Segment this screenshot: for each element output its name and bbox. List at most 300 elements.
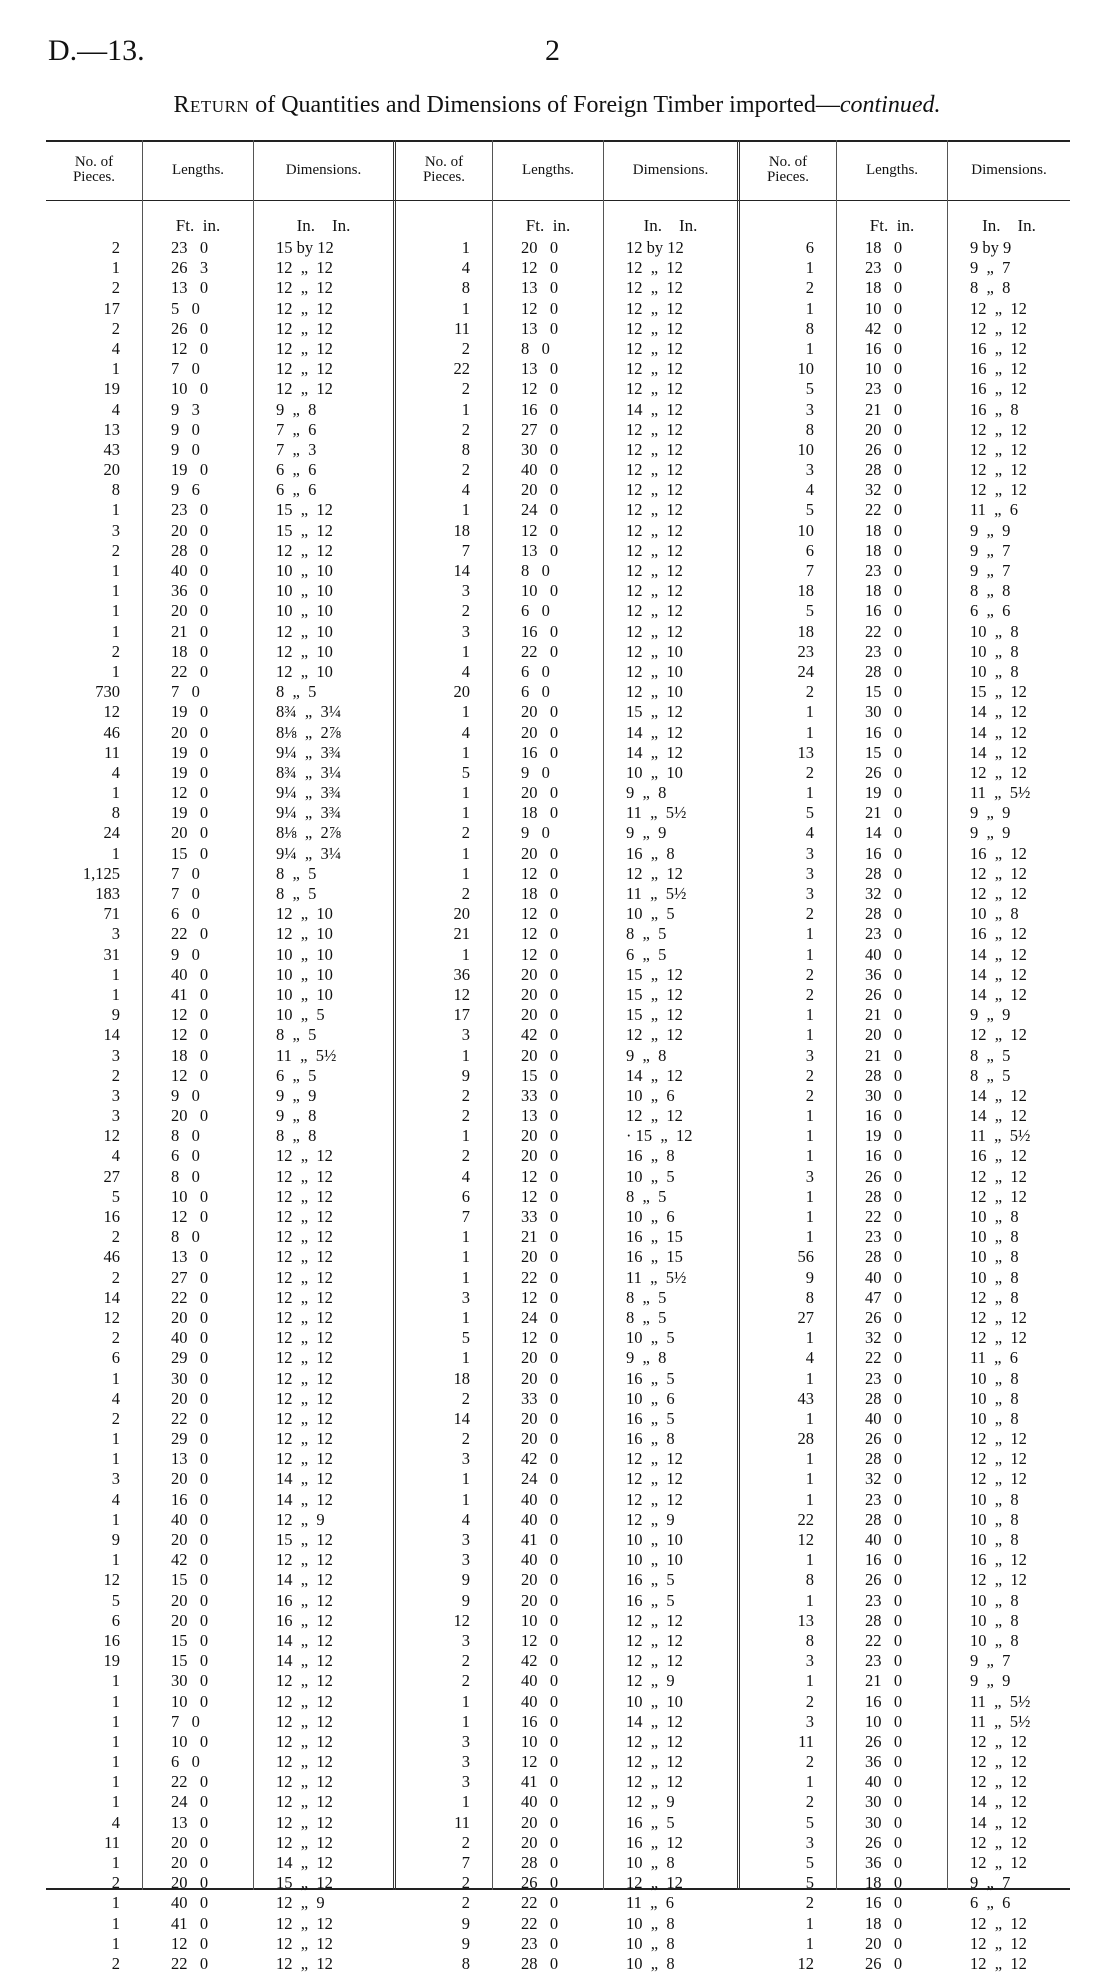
lengths-cell: 26 0: [865, 1832, 903, 1852]
dimensions-cell: 12 „ 12: [276, 1388, 333, 1408]
dimensions-cell: 11 „ 5½: [970, 1126, 1031, 1146]
dimensions-cell: 6 „ 6: [970, 1893, 1011, 1913]
pieces-cell: 2: [461, 379, 470, 399]
pieces-cell: 1: [111, 561, 120, 580]
pieces-cell: 9: [461, 1065, 470, 1085]
pieces-header: No. of Pieces.: [422, 154, 466, 185]
lengths-cell: 6 0: [521, 682, 550, 702]
pieces-cell: 9: [461, 1590, 470, 1610]
dimensions-cell: 6 „ 6: [970, 601, 1011, 621]
lengths-cell: 32 0: [865, 884, 903, 903]
lengths-unit: Ft. in.: [869, 216, 915, 235]
pieces-cell: 1: [111, 984, 120, 1004]
dimensions-cell: 10 „ 8: [970, 1489, 1019, 1509]
lengths-cell: 19 0: [171, 702, 209, 722]
dimensions-cell: 9 „ 7: [970, 258, 1011, 278]
pieces-cell: 8: [805, 1630, 814, 1650]
lengths-cell: 20 0: [521, 702, 559, 722]
dimensions-cell: 12 „ 12: [626, 338, 683, 358]
pieces-cell: 1: [111, 1429, 120, 1449]
title-main: of Quantities and Dimensions of Foreign Timber imported—: [249, 92, 840, 118]
dimensions-cell: 10 „ 8: [970, 1590, 1019, 1610]
lengths-values: [493, 238, 603, 1974]
lengths-cell: 30 0: [865, 1792, 903, 1812]
dimensions-cell: 12 „ 12: [970, 439, 1027, 459]
lengths-cell: 40 0: [865, 1408, 903, 1428]
lengths-cell: 15 0: [171, 1570, 209, 1590]
lengths-cell: 40 0: [865, 1530, 903, 1549]
pieces-cell: 2: [805, 1893, 814, 1913]
lengths-cell: 41 0: [521, 1530, 559, 1549]
lengths-cell: 23 0: [865, 1227, 903, 1247]
dimensions-cell: 11 „ 5½: [970, 1691, 1031, 1711]
lengths-cell: 36 0: [865, 1752, 903, 1772]
dimensions-header: Dimensions.: [971, 161, 1047, 178]
pieces-cell: 8: [805, 419, 814, 439]
lengths-cell: 36 0: [865, 964, 903, 984]
pieces-cell: 9: [461, 1913, 470, 1933]
lengths-cell: 41 0: [171, 984, 209, 1004]
pieces-cell: 1: [805, 1772, 814, 1792]
page-number: 2: [545, 34, 560, 67]
lengths-cell: 20 0: [171, 722, 209, 742]
pieces-cell: 3: [805, 1166, 814, 1186]
lengths-cell: 12 0: [171, 1025, 209, 1045]
dimensions-cell: 14 „ 12: [626, 399, 683, 419]
pieces-cell: 18: [453, 1368, 470, 1388]
pieces-cell: 9: [805, 1267, 814, 1287]
lengths-cell: 27 0: [521, 419, 559, 439]
dimensions-cell: 12 „ 10: [626, 682, 683, 702]
lengths-cell: 42 0: [171, 1550, 209, 1570]
dimensions-cell: 14 „ 12: [276, 1570, 333, 1590]
pieces-cell: 2: [111, 1065, 120, 1085]
dimensions-cell: 12 „ 12: [626, 1873, 683, 1893]
dimensions-cell: 10 „ 6: [626, 1085, 675, 1105]
lengths-cell: 13 0: [171, 1812, 209, 1832]
dimensions-cell: 12 „ 12: [276, 1207, 333, 1226]
pieces-cell: 12: [797, 1530, 814, 1549]
lengths-cell: 8 0: [171, 1126, 200, 1146]
pieces-cell: 1: [805, 1146, 814, 1166]
lengths-cell: 18 0: [521, 884, 559, 903]
pieces-cell: 1: [805, 722, 814, 742]
pieces-cell: 10: [797, 520, 814, 540]
dimensions-cell: 15 „ 12: [276, 1530, 333, 1549]
pieces-cell: 10: [797, 359, 814, 379]
dimensions-cell: 9 „ 9: [970, 520, 1011, 540]
pieces-cell: 1: [461, 1691, 470, 1711]
lengths-cell: 21 0: [521, 1227, 559, 1247]
dimensions-cell: 15 „ 12: [970, 682, 1027, 702]
lengths-cell: 15 0: [521, 1065, 559, 1085]
dimensions-cell: 12 „ 12: [276, 1812, 333, 1832]
pieces-cell: 12: [103, 1307, 120, 1327]
pieces-cell: 27: [797, 1307, 814, 1327]
lengths-cell: 28 0: [865, 1065, 903, 1085]
dimensions-cell: 9 „ 8: [626, 1045, 667, 1065]
dimensions-cell: 12 „ 12: [626, 500, 683, 520]
pieces-cell: 2: [111, 318, 120, 338]
lengths-cell: 20 0: [521, 1005, 559, 1025]
lengths-cell: 22 0: [865, 500, 903, 520]
lengths-cell: 16 0: [865, 843, 903, 863]
pieces-cell: 4: [805, 823, 814, 843]
pieces-cell: 3: [461, 1025, 470, 1045]
lengths-cell: 9 0: [171, 419, 200, 439]
lengths-cell: 20 0: [521, 843, 559, 863]
dimensions-cell: 12 „ 12: [276, 1186, 333, 1206]
pieces-cell: 8: [111, 480, 120, 500]
dimensions-cell: 10 „ 10: [276, 561, 333, 580]
pieces-cell: 20: [453, 682, 470, 702]
lengths-cell: 18 0: [865, 278, 903, 298]
pieces-cell: 3: [461, 1449, 470, 1469]
dimensions-cell: 12 „ 12: [970, 1570, 1027, 1590]
lengths-cell: 26 3: [171, 258, 209, 278]
page-title: [0, 92, 1114, 119]
lengths-cell: 15 0: [865, 742, 903, 762]
pieces-cell: 2: [805, 964, 814, 984]
dimensions-cell: 10 „ 8: [970, 1227, 1019, 1247]
dimensions-cell: 10 „ 8: [970, 1408, 1019, 1428]
lengths-cell: 29 0: [171, 1429, 209, 1449]
pieces-cell: 12: [103, 1570, 120, 1590]
dimensions-cell: 12 „ 12: [970, 884, 1027, 903]
lengths-cell: 15 0: [171, 1651, 209, 1671]
lengths-cell: 24 0: [521, 500, 559, 520]
dimensions-cell: 12 „ 12: [626, 258, 683, 278]
lengths-cell: 15 0: [171, 843, 209, 863]
lengths-cell: 6 0: [521, 601, 550, 621]
pieces-cell: 1: [111, 1853, 120, 1872]
lengths-cell: 20 0: [171, 1530, 209, 1549]
lengths-values: [143, 238, 253, 1974]
dimensions-cell: 10 „ 8: [970, 1530, 1019, 1549]
lengths-cell: 28 0: [865, 460, 903, 480]
dimensions-cell: 7 „ 6: [276, 419, 317, 439]
lengths-cell: 13 0: [171, 278, 209, 298]
pieces-cell: 2: [111, 641, 120, 661]
lengths-cell: 23 0: [865, 1651, 903, 1671]
pieces-cell: 22: [797, 1509, 814, 1529]
lengths-cell: 9 0: [171, 439, 200, 459]
lengths-cell: 22 0: [865, 1630, 903, 1650]
pieces-cell: 2: [111, 1227, 120, 1247]
lengths-cell: 40 0: [865, 1267, 903, 1287]
lengths-cell: 36 0: [171, 581, 209, 601]
pieces-cell: 2: [111, 1328, 120, 1348]
dimensions-cell: 9 „ 7: [970, 540, 1011, 560]
dimensions-cell: 8¾ „ 3¼: [276, 762, 342, 782]
lengths-cell: 22 0: [865, 1348, 903, 1368]
lengths-cell: 13 0: [521, 1106, 559, 1126]
pieces-cell: 12: [103, 1126, 120, 1146]
lengths-cell: 30 0: [521, 439, 559, 459]
pieces-cell: 2: [461, 1146, 470, 1166]
lengths-cell: 7 0: [171, 1711, 200, 1731]
lengths-cell: 20 0: [521, 1126, 559, 1146]
pieces-column: [740, 140, 837, 1973]
pieces-cell: 1: [111, 1671, 120, 1691]
dimensions-header: Dimensions.: [285, 161, 362, 178]
pieces-cell: 9: [461, 1933, 470, 1953]
pieces-cell: 8: [461, 439, 470, 459]
pieces-cell: 3: [461, 1731, 470, 1751]
dimensions-cell: 8 „ 5: [970, 1065, 1011, 1085]
lengths-cell: 20 0: [865, 1933, 903, 1953]
pieces-cell: 17: [103, 298, 120, 318]
dimensions-cell: 15 „ 12: [276, 500, 333, 520]
lengths-cell: 20 0: [521, 964, 559, 984]
dimensions-column: [604, 140, 737, 1973]
pieces-cell: 43: [103, 439, 120, 459]
pieces-cell: 1: [805, 298, 814, 318]
lengths-cell: 12 0: [521, 258, 559, 278]
dimensions-cell: 10 „ 6: [626, 1207, 675, 1226]
dimensions-cell: 12 „ 12: [626, 318, 683, 338]
dimensions-cell: 11 „ 5½: [970, 783, 1031, 803]
dimensions-cell: 15 „ 12: [626, 984, 683, 1004]
dimensions-header: Dimensions.: [632, 161, 709, 178]
dimensions-cell: 8 „ 5: [276, 682, 317, 702]
pieces-cell: 6: [805, 238, 814, 257]
lengths-cell: 26 0: [865, 1429, 903, 1449]
pieces-cell: 1: [461, 1247, 470, 1267]
lengths-cell: 18 0: [171, 1045, 209, 1065]
lengths-cell: 12 0: [521, 944, 559, 964]
pieces-cell: 4: [111, 399, 120, 419]
dimensions-cell: 16 „ 5: [626, 1570, 675, 1590]
lengths-cell: 22 0: [171, 1287, 209, 1307]
dimensions-cell: 12 „ 9: [276, 1893, 325, 1913]
lengths-cell: 20 0: [171, 601, 209, 621]
lengths-values: [837, 238, 947, 1974]
dimensions-cell: 11 „ 6: [970, 500, 1018, 520]
dimensions-cell: 12 „ 12: [626, 1025, 683, 1045]
lengths-cell: 23 0: [865, 1368, 903, 1388]
dimensions-cell: 16 „ 12: [970, 379, 1027, 399]
dimensions-cell: 12 „ 12: [626, 278, 683, 298]
dimensions-cell: 12 „ 12: [626, 298, 683, 318]
pieces-cell: 1: [111, 1731, 120, 1751]
lengths-cell: 20 0: [171, 823, 209, 843]
pieces-cell: 4: [805, 480, 814, 500]
pieces-cell: 1: [461, 863, 470, 883]
pieces-cell: 1: [805, 1328, 814, 1348]
dimensions-cell: 12 „ 12: [970, 1025, 1027, 1045]
pieces-cell: 2: [805, 1085, 814, 1105]
lengths-cell: 28 0: [865, 1449, 903, 1469]
dimensions-cell: 9 „ 8: [626, 1348, 667, 1368]
pieces-cell: 2: [461, 419, 470, 439]
lengths-cell: 7 0: [171, 682, 200, 702]
dimensions-cell: 10 „ 8: [626, 1953, 675, 1973]
dimensions-cell: 12 „ 9: [276, 1509, 325, 1529]
lengths-cell: 24 0: [521, 1307, 559, 1327]
dimensions-cell: 11 „ 5½: [626, 803, 687, 823]
lengths-cell: 13 0: [171, 1449, 209, 1469]
dimensions-cell: 12 „ 12: [970, 1933, 1027, 1953]
pieces-cell: 1: [805, 1590, 814, 1610]
dimensions-cell: 9 „ 9: [970, 803, 1011, 823]
lengths-cell: 18 0: [865, 581, 903, 601]
dimensions-cell: 10 „ 8: [970, 641, 1019, 661]
pieces-cell: 1: [805, 1005, 814, 1025]
lengths-cell: 30 0: [865, 1085, 903, 1105]
lengths-cell: 12 0: [171, 1933, 209, 1953]
document-reference: D.—13.: [48, 34, 145, 67]
lengths-cell: 20 0: [521, 783, 559, 803]
dimensions-cell: 12 „ 12: [626, 863, 683, 883]
dimensions-cell: 12 „ 9: [626, 1671, 675, 1691]
lengths-cell: 20 0: [521, 1146, 559, 1166]
dimensions-cell: 16 „ 12: [970, 359, 1027, 379]
dimensions-cell: 7 „ 3: [276, 439, 317, 459]
lengths-unit: Ft. in.: [175, 216, 221, 235]
dimensions-cell: 12 „ 9: [626, 1509, 675, 1529]
lengths-cell: 26 0: [865, 1570, 903, 1590]
lengths-cell: 14 0: [865, 823, 903, 843]
dimensions-cell: 12 „ 12: [970, 1166, 1027, 1186]
dimensions-cell: 11 „ 5½: [626, 884, 687, 903]
pieces-cell: 5: [461, 762, 470, 782]
pieces-cell: 1: [111, 621, 120, 641]
pieces-cell: 1: [805, 1671, 814, 1691]
lengths-cell: 10 0: [521, 1610, 559, 1630]
lengths-cell: 16 0: [865, 1691, 903, 1711]
pieces-cell: 3: [805, 1832, 814, 1852]
dimensions-cell: 10 „ 8: [970, 1388, 1019, 1408]
pieces-cell: 2: [461, 1671, 470, 1691]
pieces-cell: 4: [111, 1812, 120, 1832]
lengths-cell: 30 0: [865, 702, 903, 722]
dimensions-cell: 12 „ 12: [626, 1772, 683, 1792]
lengths-cell: 22 0: [171, 661, 209, 681]
dimensions-cell: 12 „ 12: [626, 621, 683, 641]
pieces-cell: 3: [805, 1045, 814, 1065]
dimensions-cell: 14 „ 12: [970, 944, 1027, 964]
dimensions-cell: 6 „ 6: [276, 460, 317, 480]
lengths-cell: 26 0: [171, 318, 209, 338]
pieces-cell: 1: [111, 1792, 120, 1812]
lengths-cell: 42 0: [521, 1025, 559, 1045]
lengths-cell: 20 0: [521, 1247, 559, 1267]
lengths-cell: 28 0: [521, 1853, 559, 1872]
dimensions-cell: 16 „ 12: [970, 338, 1027, 358]
dimensions-cell: 14 „ 12: [970, 742, 1027, 762]
lengths-cell: 28 0: [865, 1388, 903, 1408]
pieces-cell: 1,125: [82, 863, 120, 883]
lengths-cell: 12 0: [521, 904, 559, 924]
dimensions-cell: 11 „ 5½: [276, 1045, 337, 1065]
dimensions-cell: 12 „ 12: [276, 298, 333, 318]
dimensions-cell: 12 „ 12: [970, 318, 1027, 338]
pieces-cell: 1: [461, 641, 470, 661]
dimensions-unit: In. In.: [643, 216, 698, 235]
dimensions-cell: 11 „ 6: [970, 1348, 1018, 1368]
dimensions-cell: 12 „ 12: [276, 1429, 333, 1449]
pieces-cell: 8: [805, 318, 814, 338]
dimensions-cell: 12 „ 12: [276, 359, 333, 379]
dimensions-cell: 12 „ 12: [626, 520, 683, 540]
dimensions-cell: 15 „ 12: [626, 964, 683, 984]
lengths-cell: 10 0: [865, 359, 903, 379]
lengths-cell: 28 0: [865, 1247, 903, 1267]
lengths-column: [837, 140, 948, 1973]
dimensions-cell: 12 „ 12: [276, 1953, 333, 1973]
pieces-cell: 16: [103, 1630, 120, 1650]
pieces-cell: 1: [461, 1307, 470, 1327]
lengths-cell: 19 0: [865, 783, 903, 803]
dimensions-cell: 8⅛ „ 2⅞: [276, 722, 342, 742]
pieces-cell: 2: [461, 884, 470, 903]
pieces-cell: 24: [103, 823, 120, 843]
pieces-cell: 16: [103, 1207, 120, 1226]
lengths-cell: 13 0: [521, 540, 559, 560]
dimensions-cell: 12 „ 10: [276, 661, 333, 681]
dimensions-cell: 9 „ 9: [276, 1085, 317, 1105]
dimensions-cell: 16 „ 8: [626, 843, 675, 863]
pieces-cell: 2: [461, 1873, 470, 1893]
pieces-cell: 1: [805, 338, 814, 358]
lengths-cell: 15 0: [865, 682, 903, 702]
lengths-cell: 36 0: [865, 1853, 903, 1872]
pieces-cell: 11: [104, 1832, 120, 1852]
pieces-cell: 14: [453, 1408, 470, 1428]
pieces-cell: 43: [797, 1388, 814, 1408]
lengths-cell: 12 0: [521, 1630, 559, 1650]
dimensions-cell: 9 „ 9: [970, 823, 1011, 843]
pieces-cell: 730: [95, 682, 120, 702]
lengths-cell: 20 0: [521, 1045, 559, 1065]
lengths-cell: 9 3: [171, 399, 200, 419]
lengths-cell: 6 0: [521, 661, 550, 681]
dimensions-cell: 12 „ 12: [970, 1832, 1027, 1852]
dimensions-cell: 14 „ 12: [970, 702, 1027, 722]
lengths-cell: 22 0: [521, 1893, 559, 1913]
dimensions-cell: 6 „ 6: [276, 480, 317, 500]
dimensions-cell: 14 „ 12: [970, 1085, 1027, 1105]
lengths-cell: 28 0: [865, 904, 903, 924]
lengths-cell: 40 0: [521, 1509, 559, 1529]
pieces-cell: 3: [111, 1085, 120, 1105]
dimensions-cell: 12 „ 12: [276, 1368, 333, 1388]
pieces-cell: 2: [805, 1065, 814, 1085]
dimensions-cell: 12 „ 12: [276, 1348, 333, 1368]
pieces-cell: 18: [453, 520, 470, 540]
pieces-cell: 6: [111, 1610, 120, 1630]
dimensions-cell: 12 „ 12: [970, 863, 1027, 883]
lengths-cell: 33 0: [521, 1388, 559, 1408]
lengths-cell: 16 0: [171, 1489, 209, 1509]
dimensions-cell: 10 „ 10: [276, 984, 333, 1004]
dimensions-cell: 12 „ 12: [276, 1711, 333, 1731]
pieces-cell: 3: [461, 621, 470, 641]
dimensions-values: [604, 238, 737, 1974]
dimensions-cell: 9 „ 8: [626, 783, 667, 803]
pieces-cell: 13: [103, 419, 120, 439]
lengths-cell: 33 0: [521, 1085, 559, 1105]
pieces-cell: 1: [805, 1489, 814, 1509]
dimensions-cell: 12 „ 12: [970, 298, 1027, 318]
pieces-cell: 1: [805, 702, 814, 722]
pieces-cell: 1: [461, 1126, 470, 1146]
lengths-cell: 40 0: [171, 1893, 209, 1913]
dimensions-cell: 12 „ 12: [276, 1449, 333, 1469]
dimensions-cell: 12 „ 12: [970, 1328, 1027, 1348]
lengths-cell: 20 0: [521, 1348, 559, 1368]
